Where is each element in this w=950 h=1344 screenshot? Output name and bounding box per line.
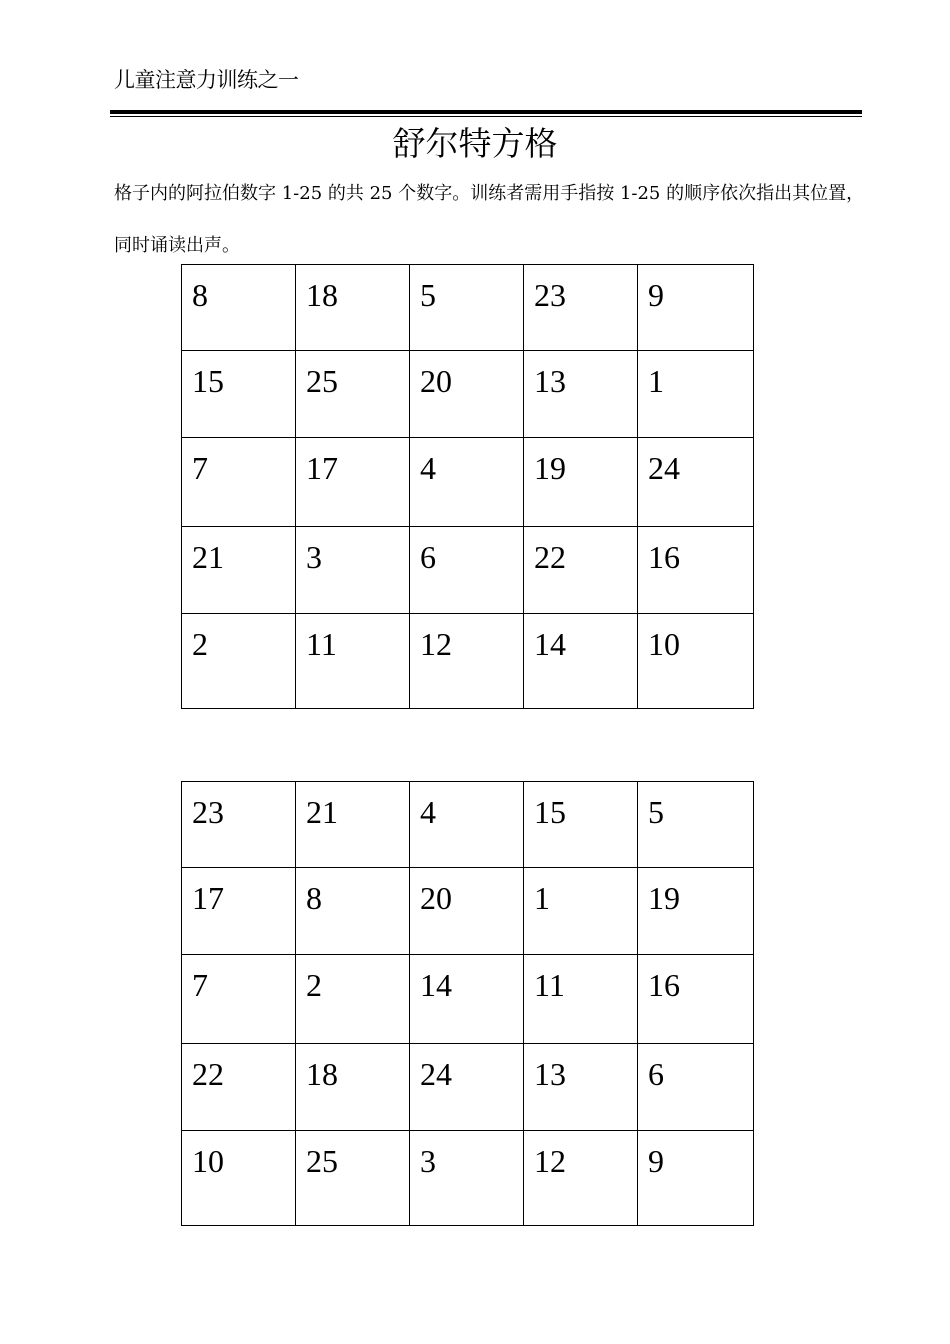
grid-cell: 9 — [638, 1131, 754, 1226]
grid-cell: 6 — [410, 527, 524, 614]
grid-cell: 17 — [296, 438, 410, 527]
grid-cell: 8 — [182, 265, 296, 351]
grid-cell: 16 — [638, 955, 754, 1044]
grid-cell: 14 — [410, 955, 524, 1044]
grid-cell: 6 — [638, 1044, 754, 1131]
grid-row — [182, 1044, 754, 1131]
header-rule-thick — [110, 110, 862, 114]
grid-cell: 18 — [296, 265, 410, 351]
intro-paragraph: 格子内的阿拉伯数字 1-25 的共 25 个数字。训练者需用手指按 1-25 的顺序依次指出其位置，同时诵读出声。 — [114, 183, 865, 256]
grid-cell: 2 — [296, 955, 410, 1044]
schulte-grid-1 — [181, 264, 754, 709]
grid-cell: 13 — [524, 1044, 638, 1131]
grid-cell: 3 — [410, 1131, 524, 1226]
grid-cell: 14 — [524, 614, 638, 709]
grid-row — [182, 265, 754, 351]
grid-cell: 7 — [182, 955, 296, 1044]
grid-row — [182, 1131, 754, 1226]
grid-cell: 25 — [296, 1131, 410, 1226]
running-header: 儿童注意力训练之一 — [114, 68, 299, 92]
grid-row — [182, 351, 754, 438]
grid-cell: 10 — [638, 614, 754, 709]
grid-cell: 1 — [524, 868, 638, 955]
grid-cell: 19 — [638, 868, 754, 955]
grid-cell: 5 — [638, 782, 754, 868]
grid-cell: 15 — [182, 351, 296, 438]
grid-cell: 1 — [638, 351, 754, 438]
grid-cell: 22 — [524, 527, 638, 614]
grid-row — [182, 438, 754, 527]
grid-cell: 10 — [182, 1131, 296, 1226]
grid-cell: 19 — [524, 438, 638, 527]
grid-cell: 11 — [296, 614, 410, 709]
grid-cell: 25 — [296, 351, 410, 438]
grid-row — [182, 614, 754, 709]
grid-cell: 8 — [296, 868, 410, 955]
grid-cell: 24 — [410, 1044, 524, 1131]
grid-cell: 2 — [182, 614, 296, 709]
grid-cell: 5 — [410, 265, 524, 351]
grid-cell: 20 — [410, 868, 524, 955]
grid-cell: 7 — [182, 438, 296, 527]
grid-cell: 4 — [410, 782, 524, 868]
grid-cell: 12 — [524, 1131, 638, 1226]
grid-cell: 13 — [524, 351, 638, 438]
schulte-grid-2 — [181, 781, 754, 1226]
grid-cell: 12 — [410, 614, 524, 709]
grid-row — [182, 868, 754, 955]
grid-row — [182, 955, 754, 1044]
grid-cell: 16 — [638, 527, 754, 614]
page-title: 舒尔特方格 — [392, 124, 558, 164]
grid-cell: 23 — [182, 782, 296, 868]
grid-row — [182, 527, 754, 614]
grid-cell: 4 — [410, 438, 524, 527]
grid-cell: 20 — [410, 351, 524, 438]
grid-cell: 22 — [182, 1044, 296, 1131]
grid-cell: 24 — [638, 438, 754, 527]
grid-cell: 17 — [182, 868, 296, 955]
grid-cell: 23 — [524, 265, 638, 351]
grid-cell: 3 — [296, 527, 410, 614]
grid-cell: 15 — [524, 782, 638, 868]
grid-cell: 11 — [524, 955, 638, 1044]
grid-cell: 21 — [296, 782, 410, 868]
header-rule-thin — [110, 116, 862, 117]
grid-cell: 21 — [182, 527, 296, 614]
grid-cell: 18 — [296, 1044, 410, 1131]
grid-row — [182, 782, 754, 868]
grid-cell: 9 — [638, 265, 754, 351]
